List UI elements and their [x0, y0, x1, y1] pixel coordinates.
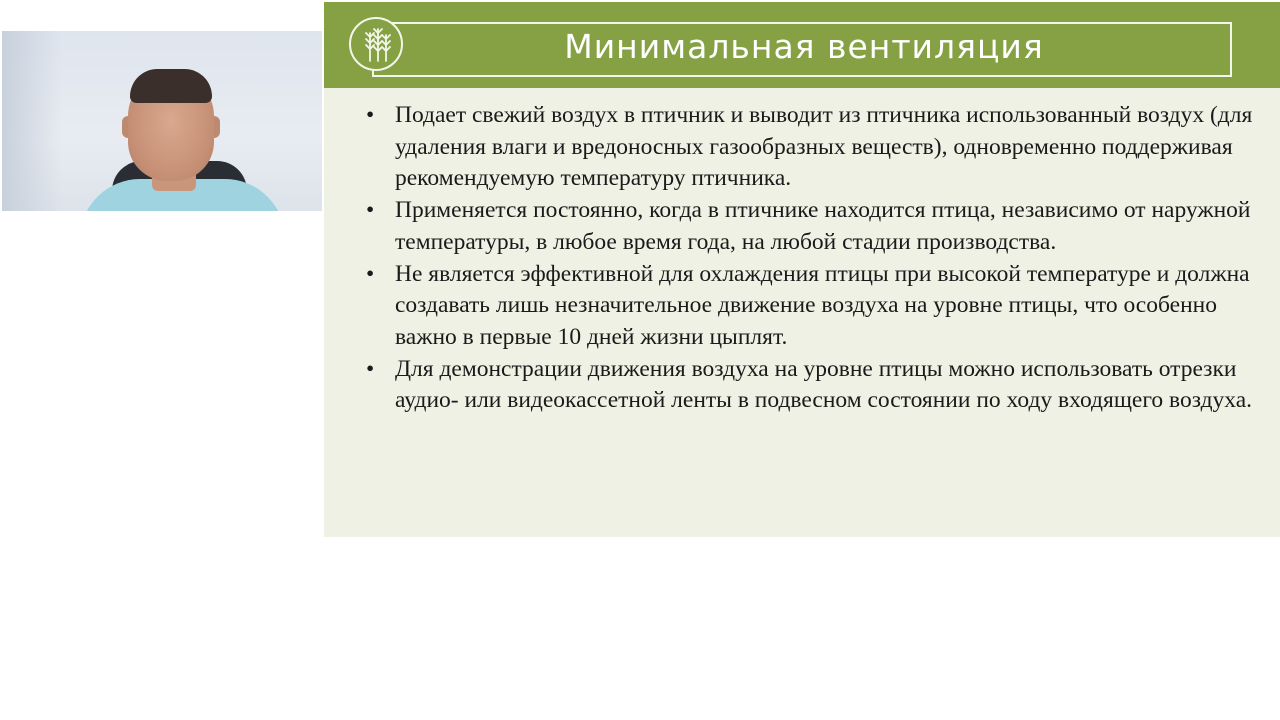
presentation-slide [324, 2, 1280, 537]
video-background [2, 31, 62, 211]
slide-title: Минимальная вентиляция [564, 27, 1044, 66]
bullet-marker: • [366, 260, 375, 287]
bullet-item [364, 354, 1264, 417]
bullet-list [364, 100, 1264, 417]
bullet-marker: • [366, 102, 375, 128]
wheat-icon [349, 17, 403, 71]
bullet-text: Подает свежий воздух в птичник и выводит из птичника использованный воздух (для удаления влаги и вредоносных газообразных веществ), одновременно поддерживая рекомендуемую температуру птичника. [395, 102, 1253, 192]
presenter-hair [130, 69, 212, 103]
bullet-marker: • [366, 197, 375, 224]
slide-header [324, 2, 1280, 88]
bullet-text: Для демонстрации движения воздуха на уровне птицы можно использовать отрезки аудио- или видеокассетной ленты в подвесном состоянии по ходу входящего воздуха. [395, 355, 1253, 414]
bullet-marker: • [366, 355, 375, 382]
bullet-item [364, 100, 1264, 195]
bullet-text: Не является эффективной для охлаждения птицы при высокой температуре и должна создавать лишь незначительное движение воздуха на уровне птицы, что особенно важно в первые 10 дней жизни цыплят. [395, 260, 1250, 350]
bullet-text: Применяется постоянно, когда в птичнике находится птица, независимо от наружной температуры, в любое время года, на любой стадии производства. [395, 197, 1251, 255]
bullet-item [364, 195, 1264, 258]
bullet-item [364, 259, 1264, 354]
presenter-video [2, 31, 322, 211]
